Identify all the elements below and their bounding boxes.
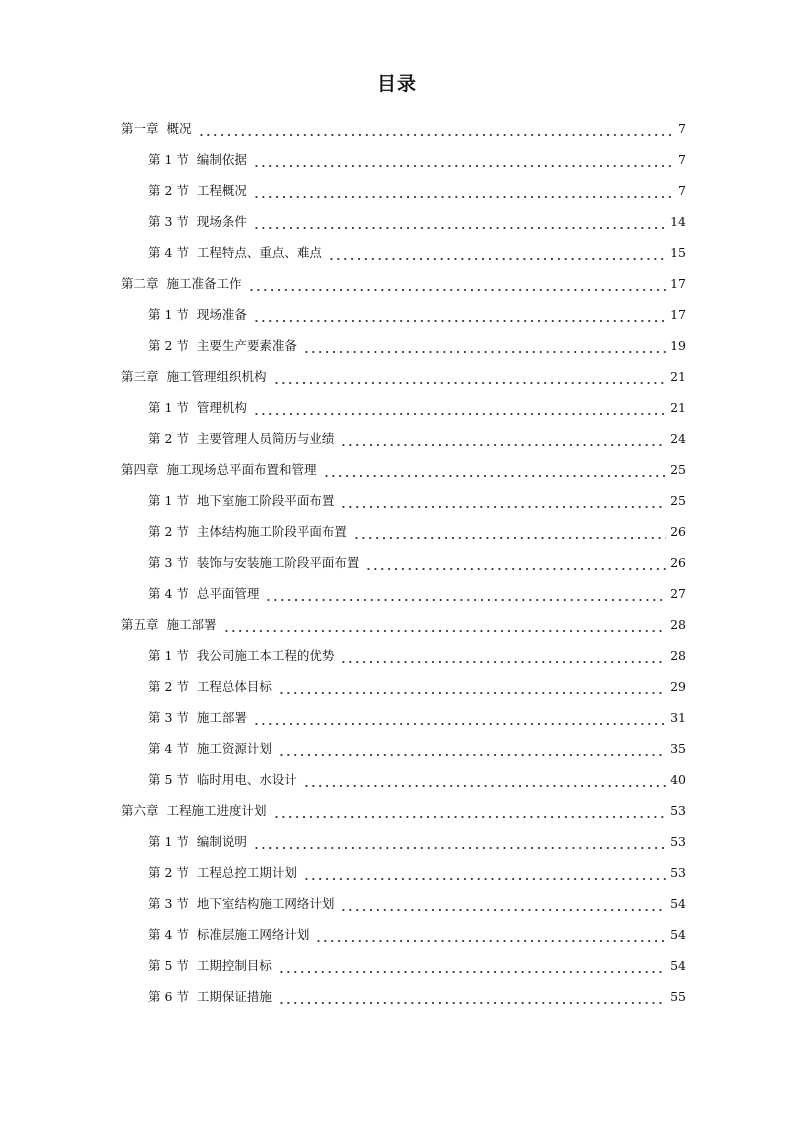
toc-page-number: 17 bbox=[670, 276, 686, 291]
toc-entry-label bbox=[148, 242, 322, 264]
toc-entry-number: 第 3 节 bbox=[148, 710, 189, 725]
toc-section-entry[interactable] bbox=[121, 295, 686, 326]
toc-page-number: 28 bbox=[670, 648, 686, 663]
toc-page-number: 31 bbox=[670, 710, 686, 725]
toc-page-number: 15 bbox=[670, 245, 686, 260]
toc-entry-label bbox=[148, 707, 247, 729]
toc-page-number: 14 bbox=[670, 214, 686, 229]
toc-entry-label bbox=[148, 738, 272, 760]
toc-entry-label bbox=[148, 428, 334, 450]
toc-entry-label bbox=[121, 459, 317, 481]
toc-chapter-entry[interactable] bbox=[121, 264, 686, 295]
toc-entry-label bbox=[148, 924, 309, 946]
toc-page-number: 35 bbox=[670, 741, 686, 756]
toc-entry-label bbox=[148, 552, 359, 574]
toc-entry-number: 第五章 bbox=[121, 617, 159, 632]
toc-chapter-entry[interactable] bbox=[121, 109, 686, 140]
toc-page-number: 40 bbox=[670, 772, 686, 787]
toc-entry-title: 工程特点、重点、难点 bbox=[196, 245, 322, 260]
toc-entry-number: 第 2 节 bbox=[148, 865, 189, 880]
toc-entry-title: 工程施工进度计划 bbox=[166, 803, 267, 818]
toc-chapter-entry[interactable] bbox=[121, 605, 686, 636]
toc-dot-leader bbox=[278, 738, 666, 760]
toc-dot-leader bbox=[265, 583, 666, 605]
toc-dot-leader bbox=[278, 676, 666, 698]
toc-section-entry[interactable] bbox=[121, 140, 686, 171]
toc-entry-title: 管理机构 bbox=[196, 400, 247, 415]
toc-entry-title: 临时用电、水设计 bbox=[196, 772, 297, 787]
toc-list bbox=[121, 109, 686, 1008]
toc-section-entry[interactable] bbox=[121, 326, 686, 357]
toc-section-entry[interactable] bbox=[121, 574, 686, 605]
toc-chapter-entry[interactable] bbox=[121, 791, 686, 822]
toc-entry-label bbox=[148, 769, 297, 791]
toc-section-entry[interactable] bbox=[121, 202, 686, 233]
toc-entry-label bbox=[148, 831, 247, 853]
toc-entry-title: 施工准备工作 bbox=[166, 276, 242, 291]
toc-section-entry[interactable] bbox=[121, 884, 686, 915]
toc-entry-title: 地下室施工阶段平面布置 bbox=[196, 493, 335, 508]
toc-section-entry[interactable] bbox=[121, 233, 686, 264]
toc-entry-number: 第 3 节 bbox=[148, 896, 189, 911]
toc-entry-number: 第 2 节 bbox=[148, 183, 189, 198]
toc-entry-number: 第 4 节 bbox=[148, 927, 189, 942]
toc-entry-number: 第 1 节 bbox=[148, 152, 189, 167]
toc-entry-label bbox=[148, 304, 247, 326]
toc-entry-label bbox=[121, 366, 267, 388]
toc-page-number: 27 bbox=[670, 586, 686, 601]
toc-entry-number: 第 3 节 bbox=[148, 214, 189, 229]
toc-dot-leader bbox=[253, 211, 666, 233]
toc-dot-leader bbox=[303, 769, 666, 791]
toc-dot-leader bbox=[278, 955, 666, 977]
toc-entry-number: 第 4 节 bbox=[148, 741, 189, 756]
toc-page-number: 53 bbox=[670, 865, 686, 880]
toc-title: 目录 bbox=[376, 73, 417, 95]
toc-entry-number: 第 2 节 bbox=[148, 679, 189, 694]
toc-entry-number: 第 1 节 bbox=[148, 493, 189, 508]
toc-entry-number: 第 1 节 bbox=[148, 307, 189, 322]
toc-section-entry[interactable] bbox=[121, 946, 686, 977]
toc-entry-title: 标准层施工网络计划 bbox=[196, 927, 310, 942]
toc-entry-label bbox=[148, 397, 247, 419]
toc-section-entry[interactable] bbox=[121, 636, 686, 667]
toc-entry-number: 第 3 节 bbox=[148, 555, 189, 570]
toc-entry-title: 施工部署 bbox=[166, 617, 217, 632]
toc-page-number: 53 bbox=[670, 803, 686, 818]
toc-chapter-entry[interactable] bbox=[121, 357, 686, 388]
toc-entry-title: 工期保证措施 bbox=[196, 989, 272, 1004]
toc-page-number: 21 bbox=[670, 400, 686, 415]
toc-page-number: 53 bbox=[670, 834, 686, 849]
toc-entry-number: 第 2 节 bbox=[148, 524, 189, 539]
toc-entry-label bbox=[148, 521, 347, 543]
toc-entry-title: 施工现场总平面布置和管理 bbox=[166, 462, 317, 477]
toc-entry-number: 第 1 节 bbox=[148, 834, 189, 849]
toc-page-number: 26 bbox=[670, 524, 686, 539]
toc-entry-number: 第 2 节 bbox=[148, 338, 189, 353]
toc-section-entry[interactable] bbox=[121, 481, 686, 512]
toc-entry-label bbox=[148, 676, 272, 698]
toc-section-entry[interactable] bbox=[121, 977, 686, 1008]
toc-entry-title: 地下室结构施工网络计划 bbox=[196, 896, 335, 911]
toc-dot-leader bbox=[340, 490, 666, 512]
toc-entry-title: 现场准备 bbox=[196, 307, 247, 322]
toc-section-entry[interactable] bbox=[121, 760, 686, 791]
toc-dot-leader bbox=[278, 986, 666, 1008]
toc-entry-label bbox=[148, 955, 272, 977]
toc-entry-label bbox=[148, 583, 259, 605]
toc-section-entry[interactable] bbox=[121, 419, 686, 450]
toc-dot-leader bbox=[253, 149, 674, 171]
toc-entry-number: 第 4 节 bbox=[148, 245, 189, 260]
toc-entry-title: 主要生产要素准备 bbox=[196, 338, 297, 353]
toc-entry-title: 主要管理人员简历与业绩 bbox=[196, 431, 335, 446]
toc-page-number: 19 bbox=[670, 338, 686, 353]
toc-dot-leader bbox=[365, 552, 666, 574]
toc-page-number: 55 bbox=[670, 989, 686, 1004]
toc-dot-leader bbox=[323, 459, 667, 481]
toc-entry-label bbox=[148, 490, 334, 512]
toc-entry-title: 总平面管理 bbox=[196, 586, 260, 601]
toc-section-entry[interactable] bbox=[121, 667, 686, 698]
toc-dot-leader bbox=[253, 180, 674, 202]
toc-page-number: 26 bbox=[670, 555, 686, 570]
toc-entry-title: 施工管理组织机构 bbox=[166, 369, 267, 384]
toc-entry-label bbox=[148, 149, 247, 171]
toc-page-number: 54 bbox=[670, 958, 686, 973]
toc-entry-label bbox=[148, 645, 334, 667]
toc-entry-number: 第 5 节 bbox=[148, 772, 189, 787]
toc-entry-number: 第一章 bbox=[121, 121, 159, 136]
toc-section-entry[interactable] bbox=[121, 698, 686, 729]
toc-section-entry[interactable] bbox=[121, 388, 686, 419]
toc-entry-title: 编制说明 bbox=[196, 834, 247, 849]
toc-dot-leader bbox=[353, 521, 666, 543]
toc-entry-title: 工期控制目标 bbox=[196, 958, 272, 973]
toc-dot-leader bbox=[273, 366, 667, 388]
toc-entry-title: 工程概况 bbox=[196, 183, 247, 198]
toc-section-entry[interactable] bbox=[121, 543, 686, 574]
toc-page-number: 25 bbox=[670, 462, 686, 477]
toc-entry-label bbox=[121, 273, 242, 295]
toc-entry-title: 编制依据 bbox=[196, 152, 247, 167]
toc-entry-label bbox=[148, 986, 272, 1008]
toc-page-number: 24 bbox=[670, 431, 686, 446]
toc-entry-number: 第六章 bbox=[121, 803, 159, 818]
toc-dot-leader bbox=[340, 893, 666, 915]
toc-entry-title: 装饰与安装施工阶段平面布置 bbox=[196, 555, 360, 570]
toc-dot-leader bbox=[340, 645, 666, 667]
toc-section-entry[interactable] bbox=[121, 915, 686, 946]
toc-dot-leader bbox=[198, 118, 674, 140]
toc-page-number: 7 bbox=[678, 183, 686, 198]
toc-section-entry[interactable] bbox=[121, 822, 686, 853]
toc-entry-label bbox=[121, 614, 217, 636]
toc-dot-leader bbox=[253, 831, 666, 853]
toc-entry-number: 第四章 bbox=[121, 462, 159, 477]
toc-entry-title: 工程总控工期计划 bbox=[196, 865, 297, 880]
toc-section-entry[interactable] bbox=[121, 171, 686, 202]
toc-entry-number: 第二章 bbox=[121, 276, 159, 291]
toc-entry-label bbox=[148, 211, 247, 233]
toc-section-entry[interactable] bbox=[121, 512, 686, 543]
toc-page-number: 54 bbox=[670, 896, 686, 911]
toc-dot-leader bbox=[253, 304, 666, 326]
toc-entry-number: 第 2 节 bbox=[148, 431, 189, 446]
toc-dot-leader bbox=[340, 428, 666, 450]
toc-dot-leader bbox=[248, 273, 667, 295]
toc-dot-leader bbox=[315, 924, 666, 946]
toc-entry-title: 我公司施工本工程的优势 bbox=[196, 648, 335, 663]
toc-entry-label bbox=[148, 893, 334, 915]
toc-dot-leader bbox=[303, 335, 666, 357]
toc-page-number: 17 bbox=[670, 307, 686, 322]
toc-entry-title: 主体结构施工阶段平面布置 bbox=[196, 524, 347, 539]
toc-dot-leader bbox=[303, 862, 666, 884]
toc-entry-number: 第 1 节 bbox=[148, 400, 189, 415]
toc-entry-title: 概况 bbox=[166, 121, 192, 136]
toc-dot-leader bbox=[328, 242, 666, 264]
toc-page-number: 28 bbox=[670, 617, 686, 632]
toc-page-number: 7 bbox=[678, 121, 686, 136]
toc-entry-label bbox=[148, 180, 247, 202]
toc-page-number: 7 bbox=[678, 152, 686, 167]
toc-entry-label bbox=[148, 862, 297, 884]
toc-dot-leader bbox=[223, 614, 667, 636]
toc-chapter-entry[interactable] bbox=[121, 450, 686, 481]
toc-section-entry[interactable] bbox=[121, 853, 686, 884]
toc-entry-label bbox=[121, 118, 192, 140]
toc-dot-leader bbox=[273, 800, 667, 822]
toc-entry-title: 工程总体目标 bbox=[196, 679, 272, 694]
toc-page-number: 25 bbox=[670, 493, 686, 508]
toc-entry-title: 施工部署 bbox=[196, 710, 247, 725]
toc-entry-number: 第 4 节 bbox=[148, 586, 189, 601]
toc-dot-leader bbox=[253, 707, 666, 729]
toc-entry-number: 第三章 bbox=[121, 369, 159, 384]
toc-page-number: 54 bbox=[670, 927, 686, 942]
toc-page-number: 21 bbox=[670, 369, 686, 384]
toc-entry-number: 第 5 节 bbox=[148, 958, 189, 973]
toc-dot-leader bbox=[253, 397, 666, 419]
toc-page-number: 29 bbox=[670, 679, 686, 694]
toc-entry-title: 施工资源计划 bbox=[196, 741, 272, 756]
toc-entry-label bbox=[121, 800, 267, 822]
toc-entry-number: 第 1 节 bbox=[148, 648, 189, 663]
toc-entry-number: 第 6 节 bbox=[148, 989, 189, 1004]
toc-entry-label bbox=[148, 335, 297, 357]
toc-entry-title: 现场条件 bbox=[196, 214, 247, 229]
toc-section-entry[interactable] bbox=[121, 729, 686, 760]
